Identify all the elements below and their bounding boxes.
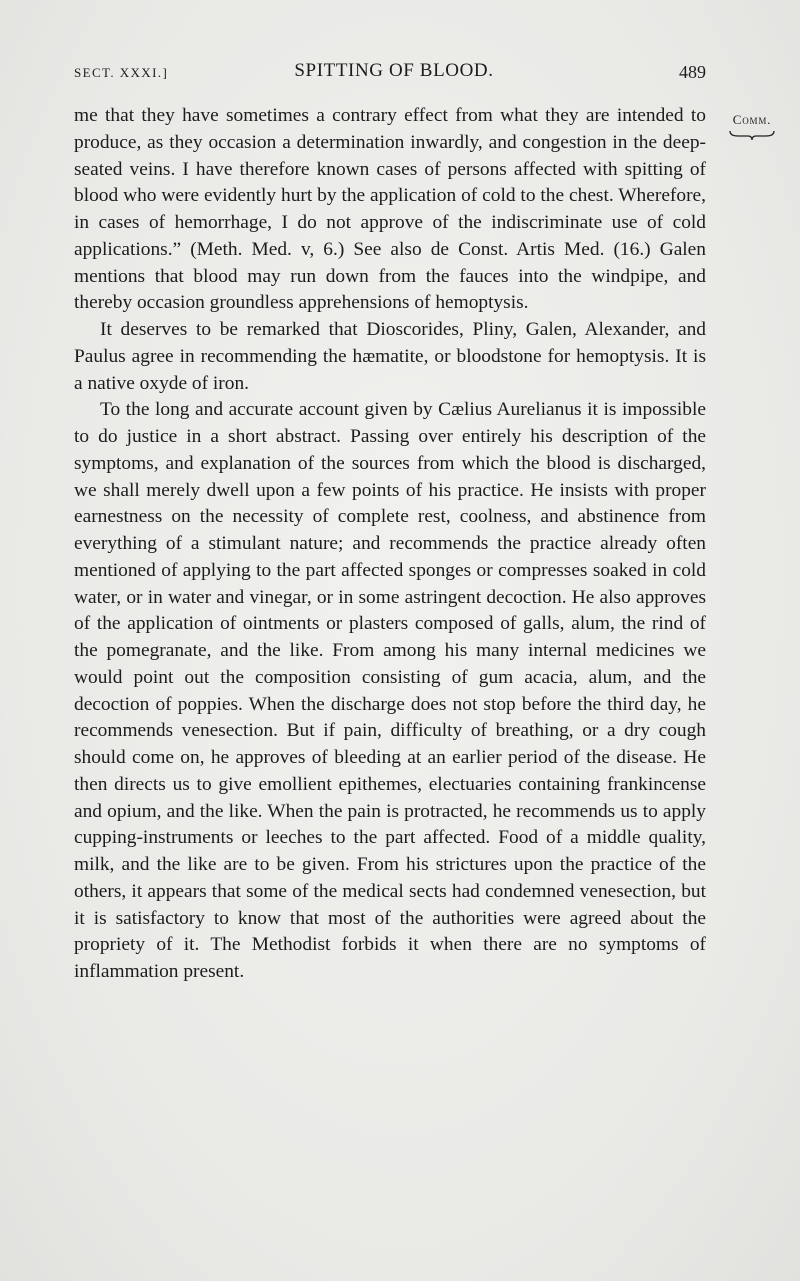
margin-note bbox=[716, 112, 788, 141]
margin-note-label: Comm. bbox=[732, 112, 772, 127]
paragraph-1: me that they have sometimes a contrary effect from what they are intended to produce, as they occasion a determination inwardly, and congestion in the deep-seated veins. I have therefore known cases of persons affected with spitting of blood who were evidently hurt by the application of cold to the chest. Wherefore, in cases of hemorrhage, I do not approve of the indiscriminate use of cold applications.” (Meth. Med. v, 6.) See also de Const. Artis Med. (16.) Galen mentions that blood may run down from the fauces into the windpipe, and thereby occasion groundless apprehensions of hemoptysis. bbox=[74, 105, 706, 314]
paragraph-3: To the long and accurate account given by Cælius Aurelianus it is impossible to do justice in a short abstract. Passing over entirely his description of the symptoms, and explanation of the sources from which the blood is discharged, we shall merely dwell upon a few points of his practice. He insists with proper earnestness on the necessity of complete rest, coolness, and abstinence from everything of a stimulant nature; and recommends the practice already often mentioned of applying to the part affected sponges or compresses soaked in cold water, or in water and vinegar, or in some astringent decoction. He also approves of the application of ointments or plasters composed of galls, alum, the rind of the pomegranate, and the like. From among his many internal medicines we would point out the composition consisting of gum acacia, alum, and the decoction of poppies. When the discharge does not stop before the third day, he recommends venesection. But if pain, difficulty of breathing, or a dry cough should come on, he approves of bleeding at an earlier period of the disease. He then directs us to give emollient epithemes, electuaries containing frankincense and opium, and the like. When the pain is protracted, he recommends us to apply cupping-instruments or leeches to the part affected. Food of a middle quality, milk, and the like are to be given. From his strictures upon the practice of the others, it appears that some of the medical sects had condemned venesection, but it is satisfactory to know that most of the authorities were agreed about the propriety of it. The Methodist forbids it when there are no symptoms of inflammation present. bbox=[74, 399, 706, 982]
page-number: 489 bbox=[679, 62, 706, 82]
section-label: SECT. XXXI.] bbox=[74, 65, 169, 80]
brace-icon bbox=[728, 129, 776, 141]
body-text bbox=[74, 103, 706, 986]
page-title: SPITTING OF BLOOD. bbox=[294, 60, 494, 81]
running-head bbox=[74, 60, 706, 88]
paragraph-2: It deserves to be remarked that Dioscorides, Pliny, Galen, Alexander, and Paulus agree in recommending the hæmatite, or bloodstone for hemoptysis. It is a native oxyde of iron. bbox=[74, 319, 706, 394]
